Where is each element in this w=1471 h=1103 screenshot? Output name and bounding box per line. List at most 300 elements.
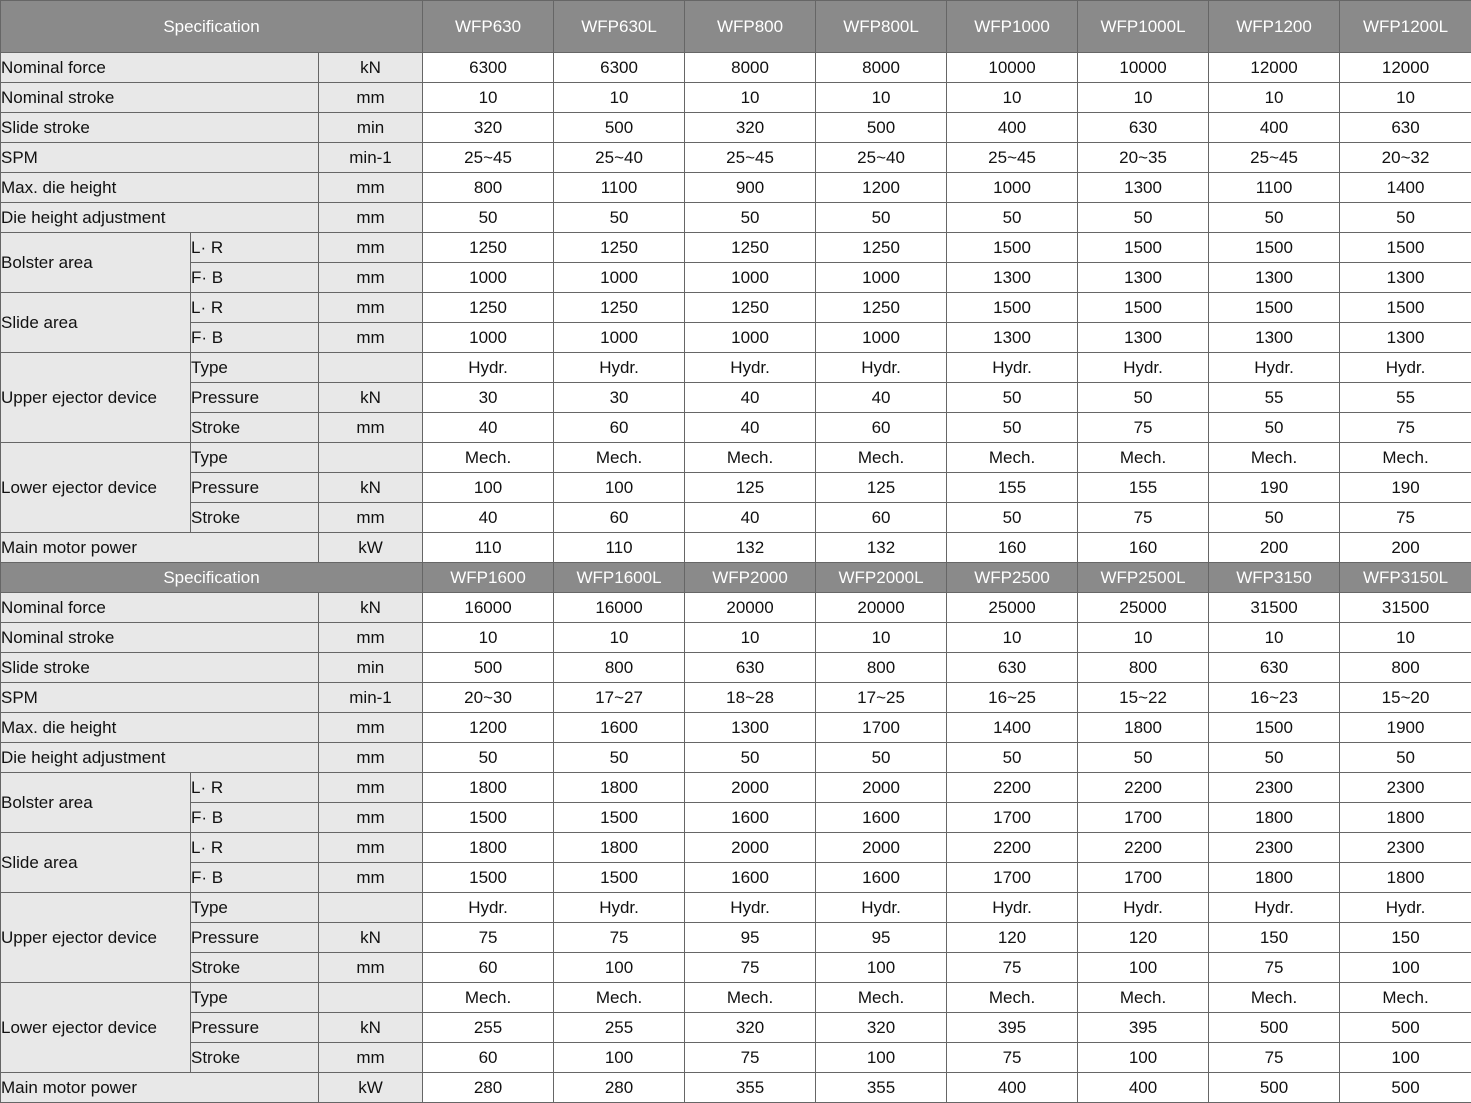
value-cell: 25000 bbox=[1078, 593, 1209, 623]
value-cell: 1500 bbox=[1078, 233, 1209, 263]
value-cell: 1500 bbox=[423, 863, 554, 893]
value-cell: 400 bbox=[947, 113, 1078, 143]
value-cell: 8000 bbox=[685, 53, 816, 83]
value-cell: 1300 bbox=[1340, 323, 1471, 353]
value-cell: Mech. bbox=[554, 443, 685, 473]
value-cell: 40 bbox=[685, 413, 816, 443]
unit-cell: mm bbox=[319, 773, 423, 803]
value-cell: 1250 bbox=[685, 233, 816, 263]
table-row bbox=[1, 893, 1471, 923]
unit-cell: kN bbox=[319, 53, 423, 83]
table-row bbox=[1, 683, 1471, 713]
value-cell: 50 bbox=[685, 203, 816, 233]
value-cell: Hydr. bbox=[1340, 353, 1471, 383]
value-cell: 75 bbox=[1340, 503, 1471, 533]
value-cell: 630 bbox=[947, 653, 1078, 683]
row-group-bolster-area: Bolster area bbox=[1, 773, 191, 833]
value-cell: 1700 bbox=[947, 863, 1078, 893]
value-cell: 1000 bbox=[685, 323, 816, 353]
table-row bbox=[1, 443, 1471, 473]
table-row bbox=[1, 113, 1471, 143]
value-cell: 100 bbox=[554, 953, 685, 983]
value-cell: Hydr. bbox=[816, 893, 947, 923]
value-cell: 75 bbox=[947, 953, 1078, 983]
table-row bbox=[1, 743, 1471, 773]
unit-cell bbox=[319, 353, 423, 383]
value-cell: 100 bbox=[554, 473, 685, 503]
value-cell: 50 bbox=[1209, 743, 1340, 773]
value-cell: 120 bbox=[947, 923, 1078, 953]
value-cell: 800 bbox=[1340, 653, 1471, 683]
value-cell: 255 bbox=[554, 1013, 685, 1043]
value-cell: Hydr. bbox=[685, 893, 816, 923]
value-cell: 6300 bbox=[554, 53, 685, 83]
value-cell: Mech. bbox=[423, 443, 554, 473]
value-cell: 1600 bbox=[685, 863, 816, 893]
value-cell: 800 bbox=[423, 173, 554, 203]
value-cell: 17~25 bbox=[816, 683, 947, 713]
value-cell: 1800 bbox=[1209, 863, 1340, 893]
value-cell: 75 bbox=[554, 923, 685, 953]
row-sublabel: Pressure bbox=[191, 383, 319, 413]
table-row bbox=[1, 323, 1471, 353]
row-sublabel: Stroke bbox=[191, 413, 319, 443]
row-sublabel: L· R bbox=[191, 833, 319, 863]
value-cell: 1600 bbox=[554, 713, 685, 743]
row-group-upper-ejector-device: Upper ejector device bbox=[1, 353, 191, 443]
unit-cell: mm bbox=[319, 953, 423, 983]
value-cell: 10000 bbox=[947, 53, 1078, 83]
value-cell: 75 bbox=[685, 1043, 816, 1073]
value-cell: 1500 bbox=[947, 233, 1078, 263]
value-cell: 95 bbox=[685, 923, 816, 953]
value-cell: 25~45 bbox=[947, 143, 1078, 173]
row-group-bolster-area: Bolster area bbox=[1, 233, 191, 293]
table-row bbox=[1, 983, 1471, 1013]
model-header-wfp3150l: WFP3150L bbox=[1340, 563, 1471, 593]
value-cell: 50 bbox=[1078, 203, 1209, 233]
value-cell: Mech. bbox=[947, 443, 1078, 473]
value-cell: 1250 bbox=[816, 233, 947, 263]
value-cell: 50 bbox=[947, 503, 1078, 533]
table-row bbox=[1, 143, 1471, 173]
value-cell: 25~45 bbox=[423, 143, 554, 173]
row-label-max-die-height: Max. die height bbox=[1, 173, 319, 203]
value-cell: 110 bbox=[423, 533, 554, 563]
value-cell: 1100 bbox=[1209, 173, 1340, 203]
value-cell: 16000 bbox=[423, 593, 554, 623]
table-row bbox=[1, 353, 1471, 383]
value-cell: 1250 bbox=[685, 293, 816, 323]
row-sublabel: F· B bbox=[191, 803, 319, 833]
unit-cell: min-1 bbox=[319, 683, 423, 713]
value-cell: 1500 bbox=[1209, 233, 1340, 263]
value-cell: 2200 bbox=[1078, 773, 1209, 803]
value-cell: 15~20 bbox=[1340, 683, 1471, 713]
value-cell: 10 bbox=[816, 623, 947, 653]
value-cell: 2300 bbox=[1209, 773, 1340, 803]
value-cell: 75 bbox=[947, 1043, 1078, 1073]
value-cell: 1400 bbox=[1340, 173, 1471, 203]
value-cell: 125 bbox=[816, 473, 947, 503]
row-sublabel: L· R bbox=[191, 773, 319, 803]
value-cell: 1800 bbox=[1340, 803, 1471, 833]
value-cell: 25~40 bbox=[816, 143, 947, 173]
value-cell: 630 bbox=[685, 653, 816, 683]
row-group-slide-area: Slide area bbox=[1, 293, 191, 353]
value-cell: Hydr. bbox=[1078, 353, 1209, 383]
row-label-nominal-stroke: Nominal stroke bbox=[1, 623, 319, 653]
value-cell: 500 bbox=[1209, 1013, 1340, 1043]
value-cell: 8000 bbox=[816, 53, 947, 83]
row-sublabel: L· R bbox=[191, 293, 319, 323]
value-cell: 150 bbox=[1340, 923, 1471, 953]
value-cell: 1500 bbox=[1340, 233, 1471, 263]
value-cell: 1200 bbox=[423, 713, 554, 743]
value-cell: 20000 bbox=[816, 593, 947, 623]
value-cell: 400 bbox=[947, 1073, 1078, 1103]
value-cell: Mech. bbox=[1078, 443, 1209, 473]
model-header-wfp1600: WFP1600 bbox=[423, 563, 554, 593]
value-cell: 800 bbox=[1078, 653, 1209, 683]
table-row bbox=[1, 863, 1471, 893]
table-row bbox=[1, 623, 1471, 653]
value-cell: Hydr. bbox=[1078, 893, 1209, 923]
value-cell: 40 bbox=[685, 383, 816, 413]
value-cell: 31500 bbox=[1209, 593, 1340, 623]
row-sublabel: Stroke bbox=[191, 953, 319, 983]
value-cell: 25~45 bbox=[685, 143, 816, 173]
value-cell: 30 bbox=[554, 383, 685, 413]
row-label-spm: SPM bbox=[1, 683, 319, 713]
value-cell: 1300 bbox=[1078, 173, 1209, 203]
value-cell: 1100 bbox=[554, 173, 685, 203]
table-row bbox=[1, 713, 1471, 743]
value-cell: Hydr. bbox=[816, 353, 947, 383]
value-cell: 50 bbox=[816, 743, 947, 773]
value-cell: 280 bbox=[423, 1073, 554, 1103]
value-cell: Hydr. bbox=[1340, 893, 1471, 923]
value-cell: 1250 bbox=[423, 293, 554, 323]
unit-cell: mm bbox=[319, 833, 423, 863]
value-cell: 50 bbox=[947, 203, 1078, 233]
value-cell: 20~32 bbox=[1340, 143, 1471, 173]
unit-cell: mm bbox=[319, 203, 423, 233]
value-cell: 1700 bbox=[1078, 803, 1209, 833]
table-row bbox=[1, 173, 1471, 203]
row-sublabel: Type bbox=[191, 893, 319, 923]
table-row bbox=[1, 503, 1471, 533]
value-cell: 60 bbox=[816, 413, 947, 443]
row-label-max-die-height: Max. die height bbox=[1, 713, 319, 743]
row-sublabel: L· R bbox=[191, 233, 319, 263]
table-row bbox=[1, 1073, 1471, 1103]
value-cell: 75 bbox=[1078, 503, 1209, 533]
unit-cell: mm bbox=[319, 83, 423, 113]
value-cell: 1000 bbox=[423, 323, 554, 353]
model-header-wfp1600l: WFP1600L bbox=[554, 563, 685, 593]
value-cell: 395 bbox=[1078, 1013, 1209, 1043]
value-cell: 1300 bbox=[1209, 323, 1340, 353]
row-label-main-motor-power: Main motor power bbox=[1, 533, 319, 563]
value-cell: 800 bbox=[554, 653, 685, 683]
model-header-wfp630l: WFP630L bbox=[554, 1, 685, 53]
value-cell: 10 bbox=[1340, 623, 1471, 653]
model-header-wfp1000l: WFP1000L bbox=[1078, 1, 1209, 53]
value-cell: Hydr. bbox=[1209, 893, 1340, 923]
value-cell: 1000 bbox=[554, 263, 685, 293]
value-cell: 75 bbox=[423, 923, 554, 953]
value-cell: Hydr. bbox=[423, 893, 554, 923]
value-cell: 100 bbox=[1340, 953, 1471, 983]
value-cell: 1300 bbox=[685, 713, 816, 743]
value-cell: 50 bbox=[423, 203, 554, 233]
value-cell: 1500 bbox=[947, 293, 1078, 323]
value-cell: 1800 bbox=[1340, 863, 1471, 893]
value-cell: Mech. bbox=[1078, 983, 1209, 1013]
unit-cell: mm bbox=[319, 323, 423, 353]
row-label-slide-stroke: Slide stroke bbox=[1, 113, 319, 143]
value-cell: 110 bbox=[554, 533, 685, 563]
row-sublabel: Pressure bbox=[191, 923, 319, 953]
value-cell: 160 bbox=[1078, 533, 1209, 563]
value-cell: 2200 bbox=[947, 773, 1078, 803]
value-cell: Hydr. bbox=[685, 353, 816, 383]
value-cell: Mech. bbox=[816, 443, 947, 473]
value-cell: 1000 bbox=[685, 263, 816, 293]
value-cell: 60 bbox=[423, 1043, 554, 1073]
row-sublabel: Type bbox=[191, 443, 319, 473]
value-cell: 1250 bbox=[554, 293, 685, 323]
value-cell: 10 bbox=[1209, 623, 1340, 653]
value-cell: 355 bbox=[685, 1073, 816, 1103]
specification-table-body bbox=[1, 1, 1471, 1103]
unit-cell bbox=[319, 983, 423, 1013]
value-cell: 1000 bbox=[947, 173, 1078, 203]
value-cell: 40 bbox=[423, 413, 554, 443]
unit-cell: mm bbox=[319, 743, 423, 773]
value-cell: 2000 bbox=[816, 773, 947, 803]
unit-cell: min-1 bbox=[319, 143, 423, 173]
value-cell: 2000 bbox=[685, 833, 816, 863]
value-cell: Mech. bbox=[947, 983, 1078, 1013]
value-cell: 100 bbox=[554, 1043, 685, 1073]
row-label-die-height-adjustment: Die height adjustment bbox=[1, 203, 319, 233]
value-cell: 50 bbox=[1209, 203, 1340, 233]
value-cell: 1500 bbox=[554, 863, 685, 893]
unit-cell: mm bbox=[319, 803, 423, 833]
value-cell: Mech. bbox=[423, 983, 554, 1013]
value-cell: 1600 bbox=[816, 863, 947, 893]
row-label-die-height-adjustment: Die height adjustment bbox=[1, 743, 319, 773]
row-label-spm: SPM bbox=[1, 143, 319, 173]
value-cell: 100 bbox=[816, 953, 947, 983]
unit-cell: mm bbox=[319, 263, 423, 293]
value-cell: 1500 bbox=[1340, 293, 1471, 323]
value-cell: 16~23 bbox=[1209, 683, 1340, 713]
value-cell: 150 bbox=[1209, 923, 1340, 953]
value-cell: 1300 bbox=[947, 263, 1078, 293]
value-cell: 30 bbox=[423, 383, 554, 413]
value-cell: 200 bbox=[1340, 533, 1471, 563]
value-cell: Hydr. bbox=[554, 353, 685, 383]
value-cell: Hydr. bbox=[554, 893, 685, 923]
value-cell: 60 bbox=[554, 503, 685, 533]
value-cell: 40 bbox=[423, 503, 554, 533]
value-cell: 1300 bbox=[1078, 323, 1209, 353]
value-cell: 10 bbox=[423, 83, 554, 113]
value-cell: 10 bbox=[816, 83, 947, 113]
table-row bbox=[1, 1013, 1471, 1043]
value-cell: 60 bbox=[816, 503, 947, 533]
value-cell: 60 bbox=[554, 413, 685, 443]
value-cell: 1000 bbox=[816, 323, 947, 353]
table-row bbox=[1, 383, 1471, 413]
value-cell: 500 bbox=[423, 653, 554, 683]
table-row bbox=[1, 1043, 1471, 1073]
value-cell: 25~45 bbox=[1209, 143, 1340, 173]
model-header-wfp2500l: WFP2500L bbox=[1078, 563, 1209, 593]
value-cell: 355 bbox=[816, 1073, 947, 1103]
specification-header: Specification bbox=[1, 563, 423, 593]
value-cell: 320 bbox=[685, 1013, 816, 1043]
value-cell: 1800 bbox=[423, 773, 554, 803]
value-cell: 50 bbox=[1078, 743, 1209, 773]
value-cell: 1800 bbox=[554, 773, 685, 803]
unit-cell: min bbox=[319, 113, 423, 143]
value-cell: 630 bbox=[1209, 653, 1340, 683]
unit-cell bbox=[319, 443, 423, 473]
value-cell: 1400 bbox=[947, 713, 1078, 743]
value-cell: Mech. bbox=[1209, 983, 1340, 1013]
table-row bbox=[1, 413, 1471, 443]
row-sublabel: F· B bbox=[191, 863, 319, 893]
value-cell: 50 bbox=[947, 743, 1078, 773]
value-cell: Hydr. bbox=[947, 353, 1078, 383]
value-cell: 40 bbox=[816, 383, 947, 413]
value-cell: 75 bbox=[1078, 413, 1209, 443]
value-cell: 395 bbox=[947, 1013, 1078, 1043]
value-cell: 1000 bbox=[554, 323, 685, 353]
value-cell: 630 bbox=[1340, 113, 1471, 143]
value-cell: 1600 bbox=[816, 803, 947, 833]
table-row bbox=[1, 533, 1471, 563]
value-cell: 1500 bbox=[554, 803, 685, 833]
model-header-wfp3150: WFP3150 bbox=[1209, 563, 1340, 593]
value-cell: 500 bbox=[554, 113, 685, 143]
value-cell: 75 bbox=[1209, 953, 1340, 983]
value-cell: 2300 bbox=[1340, 833, 1471, 863]
value-cell: 12000 bbox=[1340, 53, 1471, 83]
value-cell: 630 bbox=[1078, 113, 1209, 143]
value-cell: 20~30 bbox=[423, 683, 554, 713]
value-cell: Mech. bbox=[1340, 443, 1471, 473]
table-row bbox=[1, 293, 1471, 323]
value-cell: 320 bbox=[423, 113, 554, 143]
value-cell: 20~35 bbox=[1078, 143, 1209, 173]
table-row bbox=[1, 953, 1471, 983]
row-label-nominal-force: Nominal force bbox=[1, 593, 319, 623]
value-cell: 50 bbox=[1340, 203, 1471, 233]
value-cell: 1200 bbox=[816, 173, 947, 203]
value-cell: 75 bbox=[685, 953, 816, 983]
unit-cell: kN bbox=[319, 593, 423, 623]
value-cell: 1800 bbox=[1078, 713, 1209, 743]
value-cell: Mech. bbox=[685, 443, 816, 473]
value-cell: 400 bbox=[1078, 1073, 1209, 1103]
model-header-wfp630: WFP630 bbox=[423, 1, 554, 53]
value-cell: 500 bbox=[1209, 1073, 1340, 1103]
value-cell: Hydr. bbox=[1209, 353, 1340, 383]
value-cell: 190 bbox=[1340, 473, 1471, 503]
value-cell: Hydr. bbox=[947, 893, 1078, 923]
value-cell: 60 bbox=[423, 953, 554, 983]
value-cell: Mech. bbox=[554, 983, 685, 1013]
unit-cell: kN bbox=[319, 1013, 423, 1043]
value-cell: 1250 bbox=[816, 293, 947, 323]
header-row bbox=[1, 1, 1471, 53]
row-label-slide-stroke: Slide stroke bbox=[1, 653, 319, 683]
row-sublabel: Stroke bbox=[191, 503, 319, 533]
value-cell: 55 bbox=[1340, 383, 1471, 413]
value-cell: 10 bbox=[1340, 83, 1471, 113]
value-cell: Hydr. bbox=[423, 353, 554, 383]
value-cell: 10 bbox=[685, 83, 816, 113]
unit-cell: mm bbox=[319, 1043, 423, 1073]
value-cell: 320 bbox=[685, 113, 816, 143]
model-header-wfp1000: WFP1000 bbox=[947, 1, 1078, 53]
table-row bbox=[1, 233, 1471, 263]
table-row bbox=[1, 263, 1471, 293]
model-header-wfp2500: WFP2500 bbox=[947, 563, 1078, 593]
unit-cell: mm bbox=[319, 173, 423, 203]
unit-cell: mm bbox=[319, 863, 423, 893]
value-cell: 1800 bbox=[1209, 803, 1340, 833]
row-group-lower-ejector-device: Lower ejector device bbox=[1, 983, 191, 1073]
value-cell: 100 bbox=[423, 473, 554, 503]
value-cell: 320 bbox=[816, 1013, 947, 1043]
unit-cell: kW bbox=[319, 533, 423, 563]
value-cell: Mech. bbox=[685, 983, 816, 1013]
value-cell: 10 bbox=[1209, 83, 1340, 113]
value-cell: 50 bbox=[947, 413, 1078, 443]
value-cell: 10 bbox=[423, 623, 554, 653]
unit-cell: mm bbox=[319, 293, 423, 323]
table-row bbox=[1, 923, 1471, 953]
value-cell: 10000 bbox=[1078, 53, 1209, 83]
value-cell: 200 bbox=[1209, 533, 1340, 563]
value-cell: 500 bbox=[1340, 1013, 1471, 1043]
table-row bbox=[1, 593, 1471, 623]
value-cell: 95 bbox=[816, 923, 947, 953]
row-sublabel: Type bbox=[191, 983, 319, 1013]
value-cell: 2000 bbox=[685, 773, 816, 803]
value-cell: 800 bbox=[816, 653, 947, 683]
value-cell: 100 bbox=[816, 1043, 947, 1073]
table-row bbox=[1, 653, 1471, 683]
value-cell: 50 bbox=[554, 743, 685, 773]
row-sublabel: Pressure bbox=[191, 473, 319, 503]
model-header-wfp1200l: WFP1200L bbox=[1340, 1, 1471, 53]
value-cell: 50 bbox=[816, 203, 947, 233]
value-cell: 1300 bbox=[1078, 263, 1209, 293]
value-cell: 10 bbox=[554, 623, 685, 653]
unit-cell: kN bbox=[319, 383, 423, 413]
model-header-wfp800l: WFP800L bbox=[816, 1, 947, 53]
value-cell: 1800 bbox=[423, 833, 554, 863]
value-cell: 500 bbox=[816, 113, 947, 143]
value-cell: 1500 bbox=[423, 803, 554, 833]
